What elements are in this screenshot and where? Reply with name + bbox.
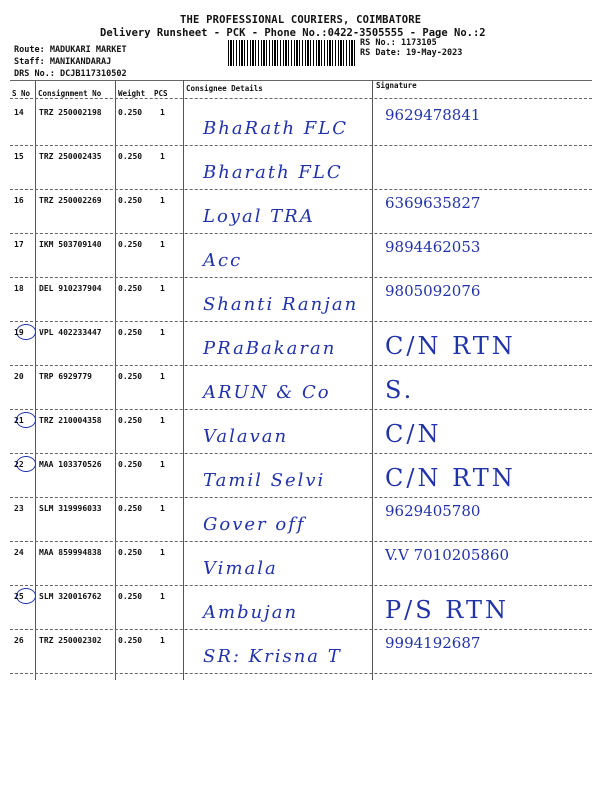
pcs-value: 1 [160,636,165,645]
table-row [10,586,592,630]
consignee-name: SR: Krisna T [203,646,342,667]
pcs-value: 1 [160,372,165,381]
pcs-value: 1 [160,328,165,337]
table-row [10,322,592,366]
consignee-name: Ambujan [203,602,299,623]
serial-number: 20 [14,372,24,381]
consignee-name: ARUN & Co [203,382,331,403]
weight-value: 0.250 [118,240,143,249]
weight-value: 0.250 [118,284,143,293]
serial-number: 19 [14,328,24,337]
pcs-value: 1 [160,196,165,205]
serial-number: 24 [14,548,24,557]
weight-value: 0.250 [118,416,143,425]
weight-value: 0.250 [118,460,143,469]
serial-number: 15 [14,152,24,161]
document-subtitle: Delivery Runsheet - PCK - Phone No.:0422-3505555 - Page No.:2 [100,27,486,39]
serial-number: 17 [14,240,24,249]
rs-date: RS Date: 19-May-2023 [360,48,463,58]
weight-value: 0.250 [118,196,143,205]
consignment-number: TRZ 250002302 [39,636,102,645]
consignment-number: SLM 320016762 [39,592,102,601]
signature-mark: 9994192687 [385,634,481,652]
row-divider [10,673,592,674]
header-weight: Weight [118,89,146,98]
signature-mark: C/N RTN [385,464,516,492]
signature-mark: V.V 7010205860 [385,546,510,564]
table-row [10,146,592,190]
drs-number: DRS No.: DCJB117310502 [14,69,127,79]
consignment-number: DEL 910237904 [39,284,102,293]
table-row [10,454,592,498]
consignment-number: MAA 103370526 [39,460,102,469]
serial-number: 26 [14,636,24,645]
table-row [10,498,592,542]
signature-mark: C/N RTN [385,332,516,360]
pcs-value: 1 [160,284,165,293]
table-row [10,102,592,146]
header-pcs: PCS [154,89,168,98]
weight-value: 0.250 [118,592,143,601]
consignment-number: SLM 319996033 [39,504,102,513]
signature-mark: 9629478841 [385,106,481,124]
pcs-value: 1 [160,460,165,469]
weight-value: 0.250 [118,636,143,645]
consignee-name: Bharath FLC [203,162,343,183]
serial-number: 16 [14,196,24,205]
signature-mark: P/S RTN [385,596,509,624]
signature-mark: C/N [385,420,442,448]
table-row [10,278,592,322]
consignee-name: BhaRath FLC [203,118,349,139]
table-row [10,410,592,454]
weight-value: 0.250 [118,328,143,337]
pcs-value: 1 [160,592,165,601]
pcs-value: 1 [160,152,165,161]
signature-mark: 9805092076 [385,282,481,300]
table-row [10,630,592,674]
consignment-number: MAA 859994838 [39,548,102,557]
signature-mark: 9894462053 [385,238,481,256]
table-row [10,542,592,586]
serial-number: 14 [14,108,24,117]
staff-label: Staff: MANIKANDARAJ [14,57,112,67]
pcs-value: 1 [160,548,165,557]
serial-number: 23 [14,504,24,513]
table-row [10,366,592,410]
weight-value: 0.250 [118,504,143,513]
consignee-name: Tamil Selvi [203,470,326,491]
document-title: THE PROFESSIONAL COURIERS, COIMBATORE [180,14,422,26]
table-row [10,234,592,278]
consignee-name: Shanti Ranjan [203,294,359,315]
serial-number: 18 [14,284,24,293]
header-sno: S No [12,89,31,98]
weight-value: 0.250 [118,152,143,161]
consignment-number: TRZ 210004358 [39,416,102,425]
route-label: Route: MADUKARI MARKET [14,45,127,55]
consignee-name: Gover off [203,514,306,535]
table-top-border [10,80,592,81]
weight-value: 0.250 [118,108,143,117]
header-divider [10,98,592,99]
signature-mark: S. [385,376,415,404]
weight-value: 0.250 [118,548,143,557]
header-consignment: Consignment No [38,89,102,98]
serial-number: 21 [14,416,24,425]
consignment-number: VPL 402233447 [39,328,102,337]
signature-mark: 6369635827 [385,194,481,212]
pcs-value: 1 [160,108,165,117]
pcs-value: 1 [160,240,165,249]
consignment-number: IKM 503709140 [39,240,102,249]
consignment-number: TRZ 250002269 [39,196,102,205]
barcode-image [228,40,356,66]
header-signature: Signature [376,81,417,90]
consignment-number: TRZ 250002435 [39,152,102,161]
runsheet-table [10,80,592,680]
consignee-name: Loyal TRA [203,206,315,227]
weight-value: 0.250 [118,372,143,381]
consignment-number: TRZ 250002198 [39,108,102,117]
consignee-name: Valavan [203,426,289,447]
header-consignee: Consignee Details [186,84,263,93]
signature-mark: 9629405780 [385,502,481,520]
consignee-name: PRaBakaran [203,338,337,359]
rs-number: RS No.: 1173105 [360,38,437,48]
table-row [10,190,592,234]
consignment-number: TRP 6929779 [39,372,92,381]
serial-number: 22 [14,460,24,469]
pcs-value: 1 [160,504,165,513]
consignee-name: Acc [203,250,243,271]
consignee-name: Vimala [203,558,278,579]
serial-number: 25 [14,592,24,601]
pcs-value: 1 [160,416,165,425]
